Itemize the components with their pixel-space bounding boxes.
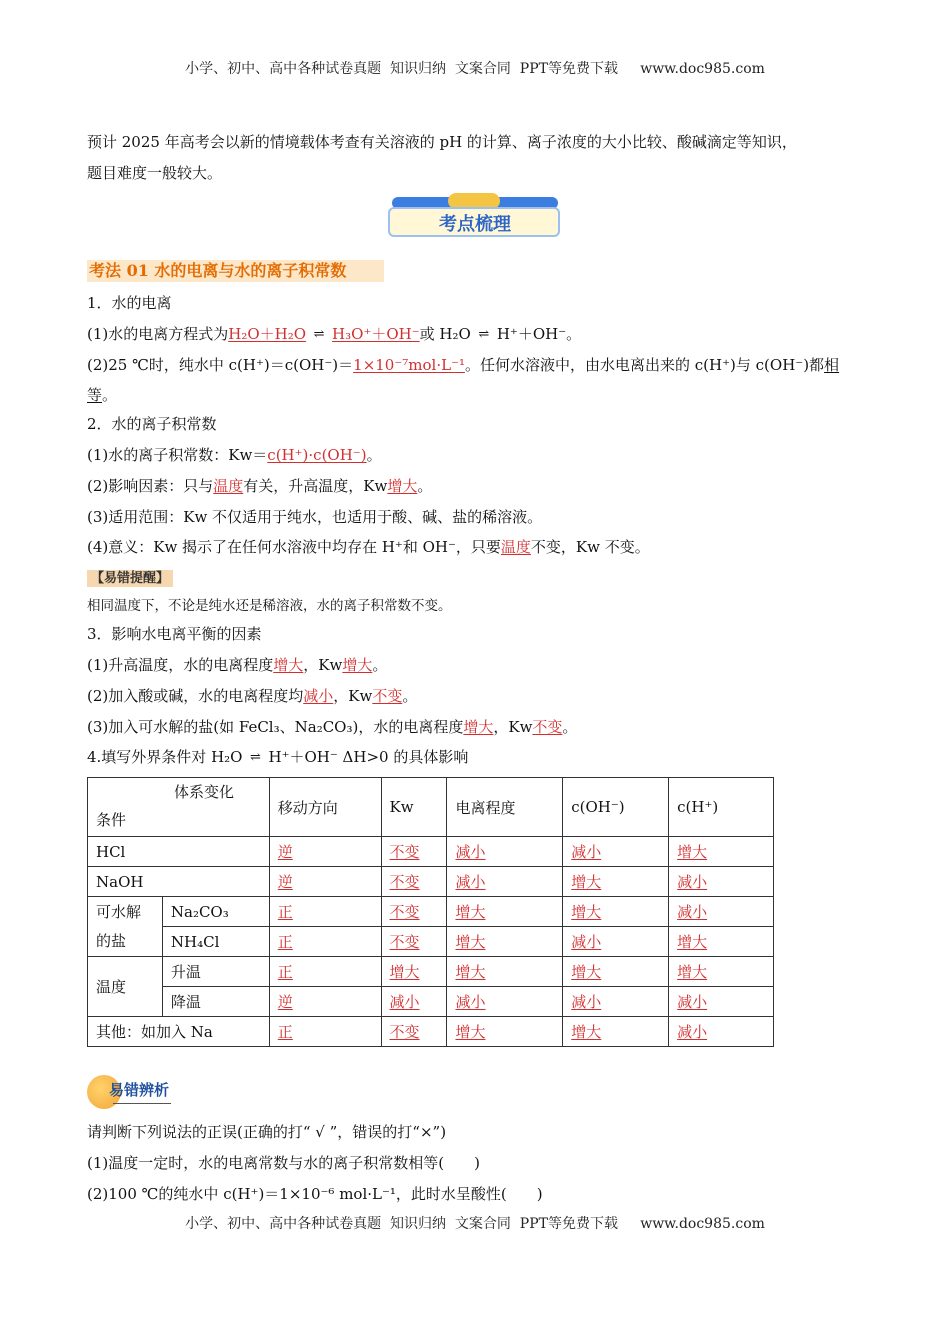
table-col-header: Kw — [381, 778, 447, 837]
table-answer: 减小 — [571, 843, 602, 861]
table-cell — [563, 837, 669, 867]
table-cell — [563, 1017, 669, 1047]
s3-l3-post: 。 — [562, 718, 578, 736]
s3-l3-mid: ，Kw — [493, 718, 533, 736]
intro-line-2: 题目难度一般较大。 — [87, 164, 223, 182]
table-cell — [447, 867, 563, 897]
s1-l1-post: H⁺＋OH⁻。 — [496, 325, 582, 343]
table-group-cell: 温度 — [88, 957, 163, 1017]
table-cell — [381, 927, 447, 957]
s1-line-2b — [87, 384, 117, 406]
table-cell — [381, 837, 447, 867]
table-answer: 增大 — [571, 1023, 602, 1041]
table-cond-cell: NH₄Cl — [162, 927, 269, 957]
table-cell — [669, 1017, 774, 1047]
s2-l4-post: 不变，Kw 不变。 — [530, 538, 650, 556]
s3-l1-answer-1: 增大 — [273, 656, 304, 674]
s3-l1-pre: (1)升高温度，水的电离程度 — [87, 656, 274, 674]
s2-line-1 — [87, 444, 382, 466]
table-header-top: 体系变化 — [174, 783, 235, 801]
table-answer: 减小 — [389, 993, 420, 1011]
table-answer: 减小 — [455, 843, 486, 861]
banner-title: 考点梳理 — [439, 214, 511, 235]
effects-table — [87, 777, 774, 1047]
table-row — [88, 1017, 774, 1047]
table-cond-cell: 其他：如加入 Na — [88, 1017, 270, 1047]
table-cell — [563, 987, 669, 1017]
table-answer: 增大 — [677, 963, 708, 981]
s3-l1-answer-2: 增大 — [342, 656, 373, 674]
s3-l3-answer-2: 不变 — [532, 718, 563, 736]
s2-line-3: (3)适用范围：Kw 不仅适用于纯水，也适用于酸、碱、盐的稀溶液。 — [87, 508, 543, 526]
table-answer: 不变 — [389, 933, 420, 951]
s3-l3-pre: (3)加入可水解的盐(如 FeCl₃、Na₂CO₃)，水的电离程度 — [87, 718, 464, 736]
table-cell — [269, 897, 381, 927]
table-cell — [563, 927, 669, 957]
table-answer: 不变 — [389, 1023, 420, 1041]
table-row — [88, 867, 774, 897]
table-answer: 增大 — [455, 963, 486, 981]
table-cell — [669, 867, 774, 897]
section-banner — [388, 193, 562, 241]
s3-line-3 — [87, 716, 577, 738]
table-answer: 增大 — [677, 933, 708, 951]
table-cell — [269, 867, 381, 897]
s1-l1-mid: 或 H₂O — [419, 325, 471, 343]
table-answer: 增大 — [571, 873, 602, 891]
equilibrium-arrow-icon: ⇌ — [250, 750, 261, 765]
table-cond-cell: NaOH — [88, 867, 270, 897]
s1-l2-pre: (2)25 ℃时，纯水中 c(H⁺)＝c(OH⁻)＝ — [87, 356, 354, 374]
table-answer: 增大 — [571, 963, 602, 981]
page-footer: 小学、初中、高中各种试卷真题 知识归纳 文案合同 PPT等免费下载 www.doc985.com — [185, 1216, 765, 1232]
table-answer: 正 — [277, 933, 293, 951]
table-cell — [269, 957, 381, 987]
table-cell — [447, 957, 563, 987]
tip-text: 相同温度下，不论是纯水还是稀溶液，水的离子积常数不变。 — [87, 598, 452, 614]
table-answer: 不变 — [389, 873, 420, 891]
table-header-bottom: 条件 — [96, 811, 127, 829]
judge-intro: 请判断下列说法的正误(正确的打“ √ ”，错误的打“×”) — [87, 1123, 447, 1141]
table-cond-cell: Na₂CO₃ — [162, 897, 269, 927]
table-cell — [563, 867, 669, 897]
table-answer: 减小 — [571, 993, 602, 1011]
tip-label-row — [87, 566, 173, 590]
s1-l1-answer-2: H₃O⁺＋OH⁻ — [332, 325, 420, 343]
s1-line-1 — [87, 323, 581, 346]
table-col-header: 电离程度 — [447, 778, 563, 837]
table-row — [88, 987, 774, 1017]
table-answer: 逆 — [277, 873, 293, 891]
badge-title: 易错辨析 — [109, 1081, 170, 1099]
s3-l3-answer-1: 增大 — [463, 718, 494, 736]
equilibrium-arrow-icon: ⇌ — [478, 327, 490, 342]
table-cell — [563, 957, 669, 987]
table-cond-cell: 升温 — [162, 957, 269, 987]
table-cell — [381, 987, 447, 1017]
s1-l2-answer: 1×10⁻⁷mol·L⁻¹ — [353, 356, 465, 374]
s1-l2-post: 。任何水溶液中，由水电离出来的 c(H⁺)与 c(OH⁻)都 — [465, 356, 825, 374]
s3-l2-mid: ，Kw — [333, 687, 373, 705]
table-cell — [669, 837, 774, 867]
table-row — [88, 927, 774, 957]
table-group-line: 的盐 — [96, 931, 127, 950]
table-cond-cell: 降温 — [162, 987, 269, 1017]
table-answer: 减小 — [677, 903, 708, 921]
s2-l1-post: 。 — [366, 446, 382, 464]
table-cell — [563, 897, 669, 927]
table-cell — [669, 897, 774, 927]
s3-line-2 — [87, 685, 417, 707]
s1-l1-pre: (1)水的电离方程式为 — [87, 325, 229, 343]
s2-title: 2．水的离子积常数 — [87, 415, 217, 433]
s1-l1-answer-1: H₂O＋H₂O — [228, 325, 307, 343]
intro-line-1: 预计 2025 年高考会以新的情境载体考查有关溶液的 pH 的计算、离子浓度的大小比较、酸碱滴定等知识， — [87, 133, 797, 151]
table-answer: 正 — [277, 963, 293, 981]
s1-l2-answer-2a: 相 — [824, 356, 840, 374]
table-col-header: c(H⁺) — [669, 778, 774, 837]
table-cell — [447, 1017, 563, 1047]
table-answer: 增大 — [455, 1023, 486, 1041]
s3-l2-answer-2: 不变 — [372, 687, 403, 705]
error-analysis-badge — [87, 1073, 187, 1113]
equilibrium-arrow-icon: ⇌ — [313, 327, 325, 342]
s3-l2-answer-1: 减小 — [303, 687, 334, 705]
table-group-line: 可水解 — [96, 902, 142, 921]
table-cell — [447, 987, 563, 1017]
s4-title-pre: 4.填写外界条件对 H₂O — [87, 748, 243, 766]
table-answer: 不变 — [389, 903, 420, 921]
tip-label: 【易错提醒】 — [87, 570, 173, 587]
s3-l2-post: 。 — [402, 687, 418, 705]
table-answer: 减小 — [455, 993, 486, 1011]
s2-l4-answer: 温度 — [500, 538, 531, 556]
s2-l1-answer: c(H⁺)·c(OH⁻) — [267, 446, 367, 464]
table-cell — [381, 897, 447, 927]
table-answer: 增大 — [389, 963, 420, 981]
table-answer: 减小 — [455, 873, 486, 891]
table-answer: 正 — [277, 903, 293, 921]
s2-l2-answer-1: 温度 — [213, 477, 244, 495]
table-row — [88, 897, 774, 927]
section-heading: 考法 01 水的电离与水的离子积常数 — [87, 260, 384, 282]
s3-title: 3．影响水电离平衡的因素 — [87, 625, 262, 643]
s2-line-2 — [87, 475, 432, 497]
table-answer: 减小 — [571, 933, 602, 951]
table-answer: 减小 — [677, 873, 708, 891]
table-answer: 增大 — [455, 933, 486, 951]
table-cell — [381, 957, 447, 987]
table-cell — [669, 927, 774, 957]
table-row — [88, 957, 774, 987]
table-answer: 增大 — [571, 903, 602, 921]
table-row — [88, 837, 774, 867]
table-corner-cell — [88, 778, 270, 837]
s2-l2-mid: 有关，升高温度，Kw — [243, 477, 388, 495]
table-cell — [669, 957, 774, 987]
table-group-cell — [88, 897, 163, 957]
table-cell — [381, 1017, 447, 1047]
s1-title: 1．水的电离 — [87, 294, 172, 312]
table-cell — [381, 867, 447, 897]
table-header-row — [88, 778, 774, 837]
table-cell — [447, 897, 563, 927]
judge-q1: (1)温度一定时，水的电离常数与水的离子积常数相等( ) — [87, 1154, 480, 1172]
table-cond-cell: HCl — [88, 837, 270, 867]
table-answer: 增大 — [677, 843, 708, 861]
table-answer: 不变 — [389, 843, 420, 861]
s2-l2-pre: (2)影响因素：只与 — [87, 477, 214, 495]
s2-l1-pre: (1)水的离子积常数：Kw＝ — [87, 446, 268, 464]
s4-title — [87, 746, 468, 769]
table-answer: 增大 — [455, 903, 486, 921]
table-answer: 减小 — [677, 1023, 708, 1041]
table-col-header: c(OH⁻) — [563, 778, 669, 837]
s1-l2-end: 。 — [102, 386, 118, 404]
s3-line-1 — [87, 654, 387, 676]
table-cell — [269, 927, 381, 957]
table-answer: 逆 — [277, 993, 293, 1011]
table-answer: 正 — [277, 1023, 293, 1041]
s2-l2-post: 。 — [417, 477, 433, 495]
table-cell — [269, 987, 381, 1017]
table-cell — [269, 837, 381, 867]
table-answer: 减小 — [677, 993, 708, 1011]
s2-l4-pre: (4)意义：Kw 揭示了在任何水溶液中均存在 H⁺和 OH⁻，只要 — [87, 538, 501, 556]
s2-line-4 — [87, 536, 650, 558]
s3-l2-pre: (2)加入酸或碱，水的电离程度均 — [87, 687, 304, 705]
s1-line-2 — [87, 354, 839, 376]
judge-q2: (2)100 ℃的纯水中 c(H⁺)＝1×10⁻⁶ mol·L⁻¹，此时水呈酸性( ) — [87, 1185, 543, 1203]
table-cell — [669, 987, 774, 1017]
s2-l2-answer-2: 增大 — [387, 477, 418, 495]
badge-underline — [113, 1103, 171, 1104]
s1-l2-answer-2b: 等 — [87, 386, 103, 404]
table-col-header: 移动方向 — [269, 778, 381, 837]
table-cell — [269, 1017, 381, 1047]
table-cell — [447, 927, 563, 957]
s3-l1-post: 。 — [372, 656, 388, 674]
page-header: 小学、初中、高中各种试卷真题 知识归纳 文案合同 PPT等免费下载 www.doc985.com — [185, 61, 765, 77]
s4-title-post: H⁺＋OH⁻ ΔH>0 的具体影响 — [268, 748, 469, 766]
s3-l1-mid: ，Kw — [303, 656, 343, 674]
table-cell — [447, 837, 563, 867]
table-answer: 逆 — [277, 843, 293, 861]
